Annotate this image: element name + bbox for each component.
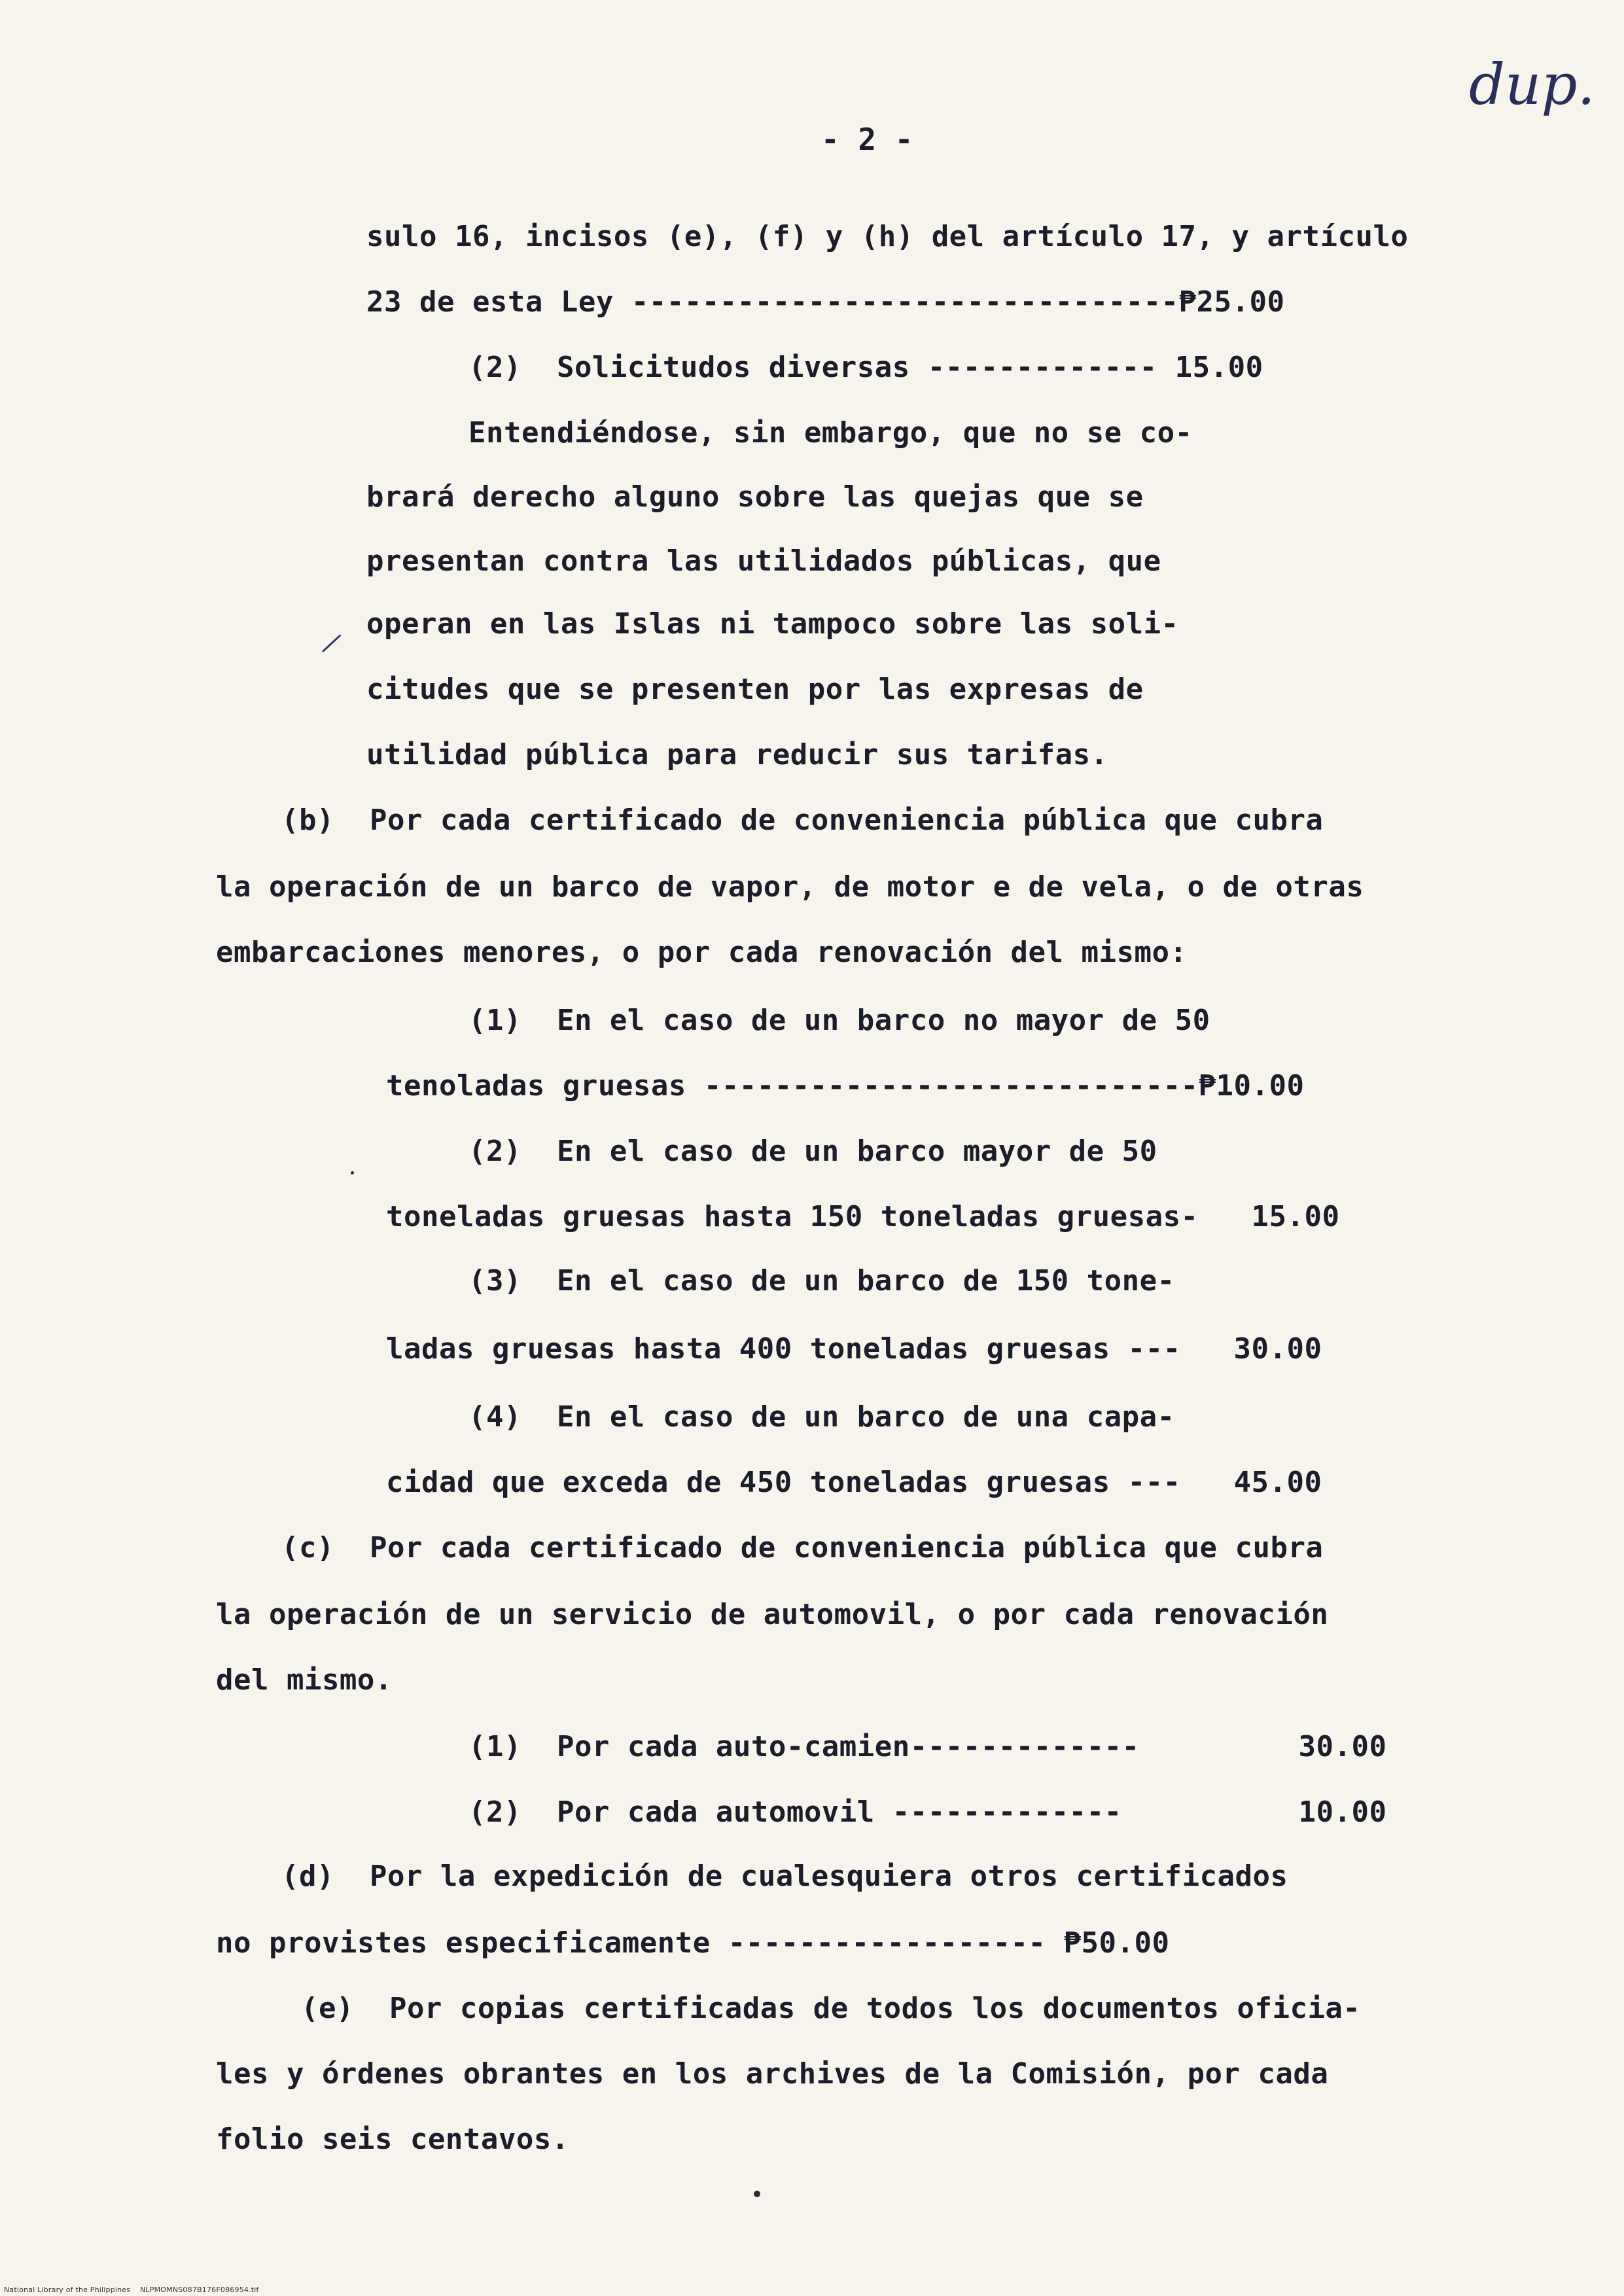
ink-speck [754,2191,760,2197]
text-line: la operación de un servicio de automovil, o por cada renovación [216,1598,1329,1631]
text-line: (2) Solicitudos diversas ------------- 15.00 [468,351,1263,384]
text-line: 23 de esta Ley -------------------------------₱25.00 [366,285,1285,319]
page-number: - 2 - [821,122,913,157]
archive-footer: National Library of the Philippines NLPMOMNS087B176F086954.tif [4,2286,259,2294]
text-line: folio seis centavos. [216,2123,569,2156]
text-line: ladas gruesas hasta 400 toneladas gruesas --- 30.00 [386,1332,1322,1366]
text-line: (4) En el caso de un barco de una capa- [468,1400,1175,1434]
text-line: sulo 16, incisos (e), (f) y (h) del artículo 17, y artículo [366,220,1409,253]
text-line: (1) Por cada auto-camien------------- 30.00 [468,1730,1387,1763]
text-line: les y órdenes obrantes en los archives de la Comisión, por cada [216,2057,1329,2091]
text-line: del mismo. [216,1663,393,1697]
text-line: no provistes especificamente ------------------ ₱50.00 [216,1926,1170,1960]
text-line: cidad que exceda de 450 toneladas gruesas --- 45.00 [386,1466,1322,1499]
text-line: presentan contra las utilidados públicas, que [366,544,1161,578]
text-line: citudes que se presenten por las expresas de [366,673,1144,706]
text-line: brará derecho alguno sobre las quejas que se [366,480,1144,514]
text-line: (e) Por copias certificadas de todos los documentos oficia- [301,1992,1361,2025]
margin-pen-mark: / [322,627,341,659]
text-line: (3) En el caso de un barco de 150 tone- [468,1264,1175,1298]
ink-speck [351,1171,354,1174]
text-line: tenoladas gruesas ----------------------------₱10.00 [386,1069,1305,1103]
text-line: (b) Por cada certificado de conveniencia pública que cubra [281,804,1324,837]
text-line: toneladas gruesas hasta 150 toneladas gruesas- 15.00 [386,1200,1340,1233]
text-line: (2) Por cada automovil ------------- 10.00 [468,1795,1387,1829]
text-line: Entendiéndose, sin embargo, que no se co- [468,416,1193,450]
text-line: (d) Por la expedición de cualesquiera otros certificados [281,1860,1288,1893]
text-line: la operación de un barco de vapor, de motor e de vela, o de otras [216,870,1364,904]
text-line: embarcaciones menores, o por cada renovación del mismo: [216,936,1188,969]
text-line: (2) En el caso de un barco mayor de 50 [468,1135,1157,1168]
text-line: operan en las Islas ni tampoco sobre las soli- [366,607,1179,641]
handwritten-annotation: dup. [1469,52,1595,118]
text-line: utilidad pública para reducir sus tarifas. [366,738,1108,771]
text-line: (c) Por cada certificado de conveniencia pública que cubra [281,1531,1324,1564]
text-line: (1) En el caso de un barco no mayor de 50 [468,1004,1210,1037]
